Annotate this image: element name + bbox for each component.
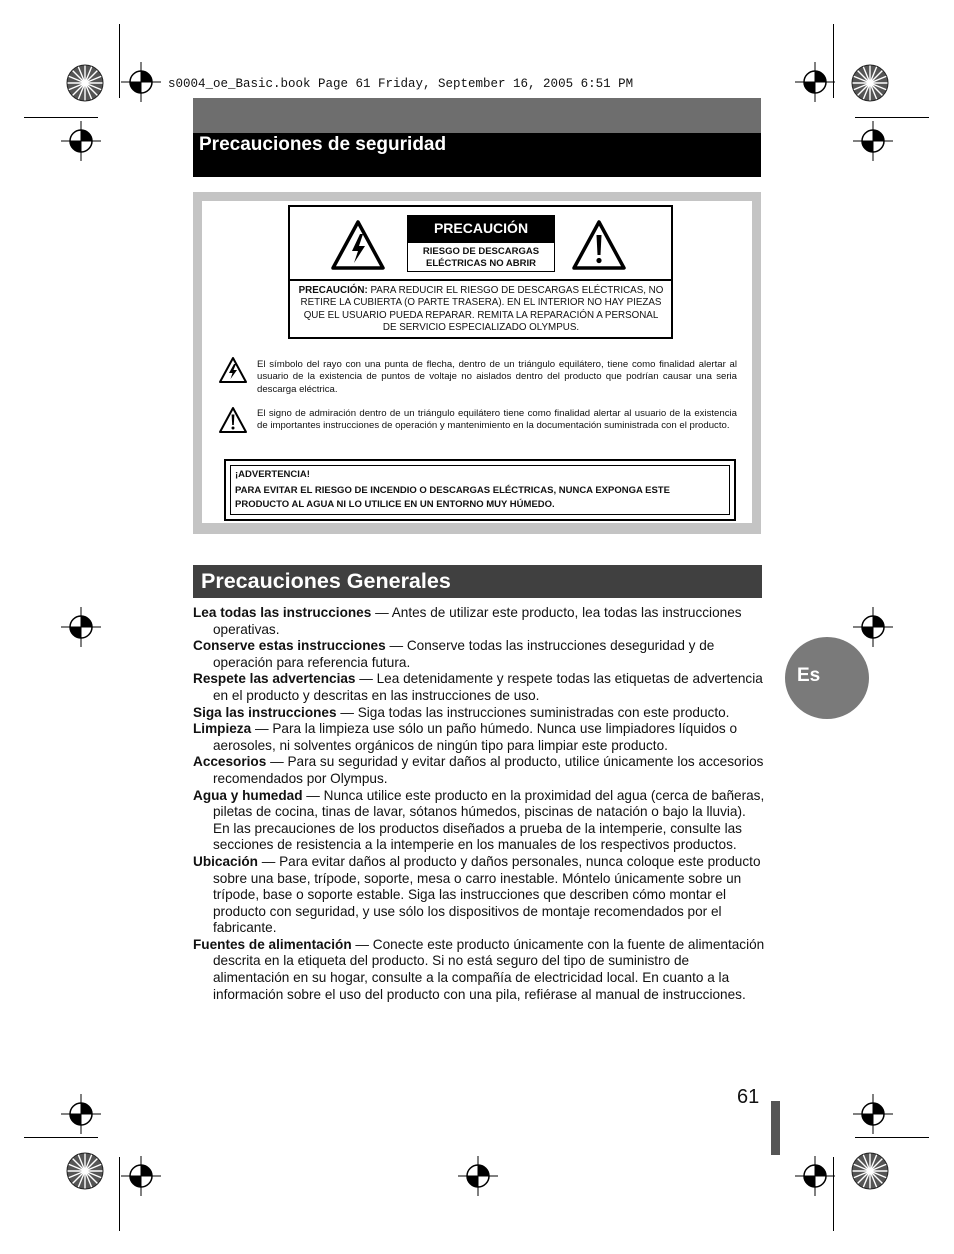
lightning-warning-icon xyxy=(218,356,248,384)
crop-mark xyxy=(119,24,120,98)
divider xyxy=(290,279,671,281)
item-term: Siga las instrucciones xyxy=(193,704,337,720)
exclamation-explanation: El signo de admiración dentro de un triángulo equilátero tiene como finalidad alertar al usuario de la existencia de importantes instrucciones de operación y mantenimiento en la documentación suministrada con el producto. xyxy=(257,408,737,432)
registration-mark-icon xyxy=(853,607,893,647)
language-tab-label: Es xyxy=(797,665,821,686)
item-term: Agua y humedad xyxy=(193,787,303,803)
crop-mark xyxy=(24,117,98,118)
lightning-warning-icon xyxy=(330,219,386,271)
registration-mark-icon xyxy=(795,1156,835,1196)
list-item xyxy=(193,671,765,704)
exclamation-warning-icon xyxy=(571,219,627,271)
item-text: — Conserve todas las instrucciones deseguridad y de operación para referencia futura. xyxy=(213,638,715,670)
list-item xyxy=(193,854,765,937)
warning-text: PARA EVITAR EL RIESGO DE INCENDIO O DESCARGAS ELÉCTRICAS, NUNCA EXPONGA ESTE PRODUCTO AL AGUA NI LO UTILICE EN UN ENTORNO MUY HÚMEDO. xyxy=(235,485,670,510)
page-number: 61 xyxy=(737,1086,760,1108)
page-edge-bar xyxy=(771,1101,780,1155)
list-item xyxy=(193,754,765,787)
section-title: Precauciones de seguridad xyxy=(199,134,447,155)
color-starburst-icon xyxy=(851,1152,889,1190)
list-item xyxy=(193,788,765,854)
exclamation-warning-icon xyxy=(218,406,248,434)
caution-label-box xyxy=(288,205,673,339)
print-header: s0004_oe_Basic.book Page 61 Friday, September 16, 2005 6:51 PM xyxy=(168,77,634,91)
list-item xyxy=(193,605,765,638)
list-item xyxy=(193,638,765,671)
item-term: Accesorios xyxy=(193,754,267,770)
list-item xyxy=(193,937,765,1003)
crop-mark xyxy=(855,117,929,118)
item-term: Limpieza xyxy=(193,721,252,737)
list-item xyxy=(193,721,765,754)
item-text: — Antes de utilizar este producto, lea todas las instrucciones operativas. xyxy=(213,605,742,637)
caution-subtitle: RIESGO DE DESCARGAS ELÉCTRICAS NO ABRIR xyxy=(407,242,555,272)
registration-mark-icon xyxy=(61,607,101,647)
registration-mark-icon xyxy=(121,1156,161,1196)
item-text: — Para evitar daños al producto y daños personales, nunca coloque este producto sobre una base, trípode, soporte, mesa o carro inestable. Móntelo únicamente sobre un trípode, base o soporte estable. Siga las instrucciones que describen cómo montar el producto con seguridad, y use sólo los dispositivos de montaje recomendados por el fabricante. xyxy=(213,853,761,936)
crop-mark xyxy=(119,1157,120,1231)
list-item xyxy=(193,705,765,722)
crop-mark xyxy=(24,1137,98,1138)
registration-mark-icon xyxy=(61,1094,101,1134)
precautions-list xyxy=(193,605,765,1003)
registration-mark-icon xyxy=(121,62,161,102)
crop-mark xyxy=(855,1137,929,1138)
item-text: — Siga todas las instrucciones suministradas con este producto. xyxy=(336,704,730,720)
caution-title: PRECAUCIÓN xyxy=(407,215,555,242)
registration-mark-icon xyxy=(853,121,893,161)
item-text: — Para su seguridad y evitar daños al producto, utilice únicamente los accesorios recomendados por Olympus. xyxy=(213,754,764,786)
registration-mark-icon xyxy=(458,1156,498,1196)
caution-text-lead: PRECAUCIÓN: xyxy=(298,285,368,296)
warning-box xyxy=(224,459,736,521)
registration-mark-icon xyxy=(853,1094,893,1134)
registration-mark-icon xyxy=(795,62,835,102)
color-starburst-icon xyxy=(66,64,104,102)
warning-title: ¡ADVERTENCIA! xyxy=(235,469,310,480)
registration-mark-icon xyxy=(61,121,101,161)
item-text: — Para la limpieza use sólo un paño húmedo. Nunca use limpiadores líquidos o aerosoles, ni solventes orgánicos de ningún tipo para limpiar este producto. xyxy=(213,721,738,753)
item-text: — Nunca utilice este producto en la proximidad del agua (cerca de bañeras, piletas de cocina, tinas de lavar, sótanos húmedos, piscinas de natación o bajo la lluvia). En las precauciones de los productos diseñados a prueba de la intemperie, consulte las secciones de resistencia a la intemperie en los manuales de los respectivos productos. xyxy=(213,787,765,853)
caution-text xyxy=(296,285,666,335)
item-term: Conserve estas instrucciones xyxy=(193,638,386,654)
item-text: — Lea detenidamente y respete todas las etiquetas de advertencia en el producto y descritas en las instrucciones de uso. xyxy=(213,671,763,703)
item-term: Ubicación xyxy=(193,853,258,869)
item-term: Lea todas las instrucciones xyxy=(193,605,372,620)
color-starburst-icon xyxy=(851,64,889,102)
section-header-band xyxy=(193,98,761,133)
caution-text-body: PARA REDUCIR EL RIESGO DE DESCARGAS ELÉCTRICAS, NO RETIRE LA CUBIERTA (O PARTE TRASERA). EN EL INTERIOR NO HAY PIEZAS QUE EL USUARIO PUEDA REPARAR. REMITA LA REPARACIÓN A PERSONAL DE SERVICIO ESPECIALIZADO OLYMPUS. xyxy=(300,285,664,334)
general-title: Precauciones Generales xyxy=(201,569,451,593)
item-text: — Conecte este producto únicamente con la fuente de alimentación descrita en la etiqueta del producto. Si no está seguro del tipo de suministro de alimentación en su hogar, consulte a la compañía de electricidad local. En cuanto a la información sobre el uso del producto con una pila, refiérase al manual de instrucciones. xyxy=(213,936,765,1002)
item-term: Fuentes de alimentación xyxy=(193,936,352,952)
lightning-explanation: El símbolo del rayo con una punta de flecha, dentro de un triángulo equilátero, tiene como finalidad alertar al usuario de la existencia de puntos de voltaje no aislados dentro del producto que podrían causar una seria descarga eléctrica. xyxy=(257,359,737,395)
item-term: Respete las advertencias xyxy=(193,671,356,687)
color-starburst-icon xyxy=(66,1152,104,1190)
